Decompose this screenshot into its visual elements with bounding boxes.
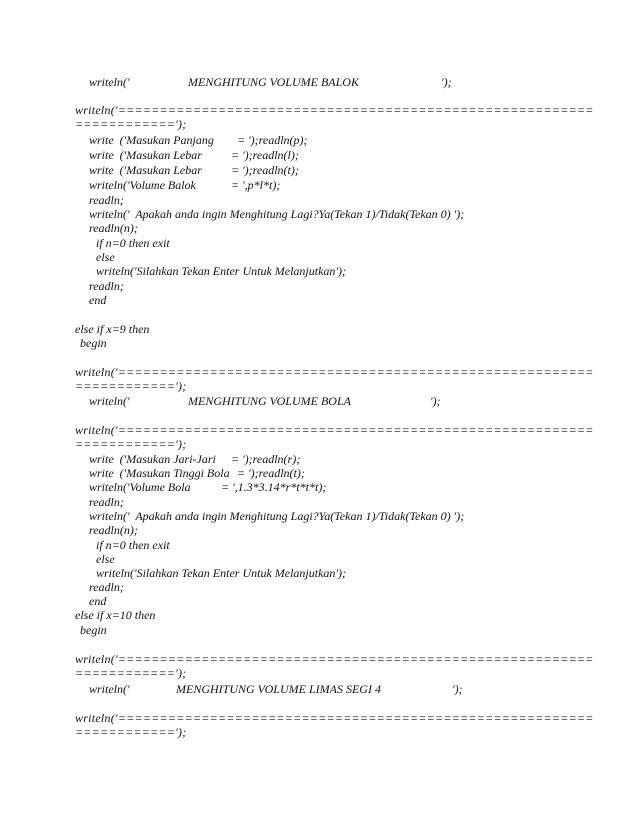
code-line-else-if: else if x=9 then <box>75 322 150 336</box>
code-line-limas-title: writeln(' MENGHITUNG VOLUME LIMAS SEGI 4 '); <box>89 682 463 696</box>
code-line-output-volume: writeln('Volume Bola = ',1.3*3.14*r*t*t*t); <box>89 480 327 494</box>
code-line-separator-end: ============'); <box>75 666 187 680</box>
code-line-separator-end: ============'); <box>75 117 187 131</box>
code-line-end: end <box>89 594 107 608</box>
code-line-else: else <box>96 250 115 264</box>
code-line-balok-title: writeln(' MENGHITUNG VOLUME BALOK '); <box>89 75 452 89</box>
code-line-bola-title: writeln(' MENGHITUNG VOLUME BOLA '); <box>89 394 441 408</box>
code-line-continue-message: writeln('Silahkan Tekan Enter Untuk Melanjutkan'); <box>96 264 346 278</box>
code-line-if-exit: if n=0 then exit <box>96 236 170 250</box>
code-line-input-tinggi: write ('Masukan Lebar = ');readln(t); <box>89 163 299 177</box>
code-line-input-panjang: write ('Masukan Panjang = ');readln(p); <box>89 133 308 147</box>
code-line-prompt-again: writeln(' Apakah anda ingin Menghitung Lagi?Ya(Tekan 1)/Tidak(Tekan 0) '); <box>89 509 465 523</box>
code-line-separator-end: ============'); <box>75 725 187 739</box>
code-line-readln-n: readln(n); <box>89 523 138 537</box>
code-line-readln: readln; <box>89 279 124 293</box>
code-line-end: end <box>89 293 107 307</box>
code-line-prompt-again: writeln(' Apakah anda ingin Menghitung Lagi?Ya(Tekan 1)/Tidak(Tekan 0) '); <box>89 207 465 221</box>
code-line-else-if: else if x=10 then <box>75 608 156 622</box>
code-line-readln: readln; <box>89 193 124 207</box>
code-line-if-exit: if n=0 then exit <box>96 538 170 552</box>
code-line-continue-message: writeln('Silahkan Tekan Enter Untuk Melanjutkan'); <box>96 566 346 580</box>
code-line-readln: readln; <box>89 580 124 594</box>
code-line-input-lebar: write ('Masukan Lebar = ');readln(l); <box>89 148 299 162</box>
code-line-begin: begin <box>80 623 107 637</box>
code-line-output-volume: writeln('Volume Balok = ',p*l*t); <box>89 178 281 192</box>
code-line-separator-top: writeln('========================================================= <box>75 652 594 666</box>
code-line-separator-end: ============'); <box>75 437 187 451</box>
code-line-readln-n: readln(n); <box>89 221 138 235</box>
code-line-else: else <box>96 552 115 566</box>
code-line-input-tinggi-bola: write ('Masukan Tinggi Bola = ');readln(t); <box>89 466 305 480</box>
code-line-input-jari: write ('Masukan Jari-Jari = ');readln(r); <box>89 452 301 466</box>
code-line-begin: begin <box>80 336 107 350</box>
code-line-separator-top: writeln('========================================================= <box>75 103 594 117</box>
code-line-separator-end: ============'); <box>75 379 187 393</box>
code-line-separator-top: writeln('========================================================= <box>75 365 594 379</box>
code-line-separator-top: writeln('========================================================= <box>75 423 594 437</box>
code-line-readln: readln; <box>89 495 124 509</box>
code-line-separator-top: writeln('========================================================= <box>75 711 594 725</box>
